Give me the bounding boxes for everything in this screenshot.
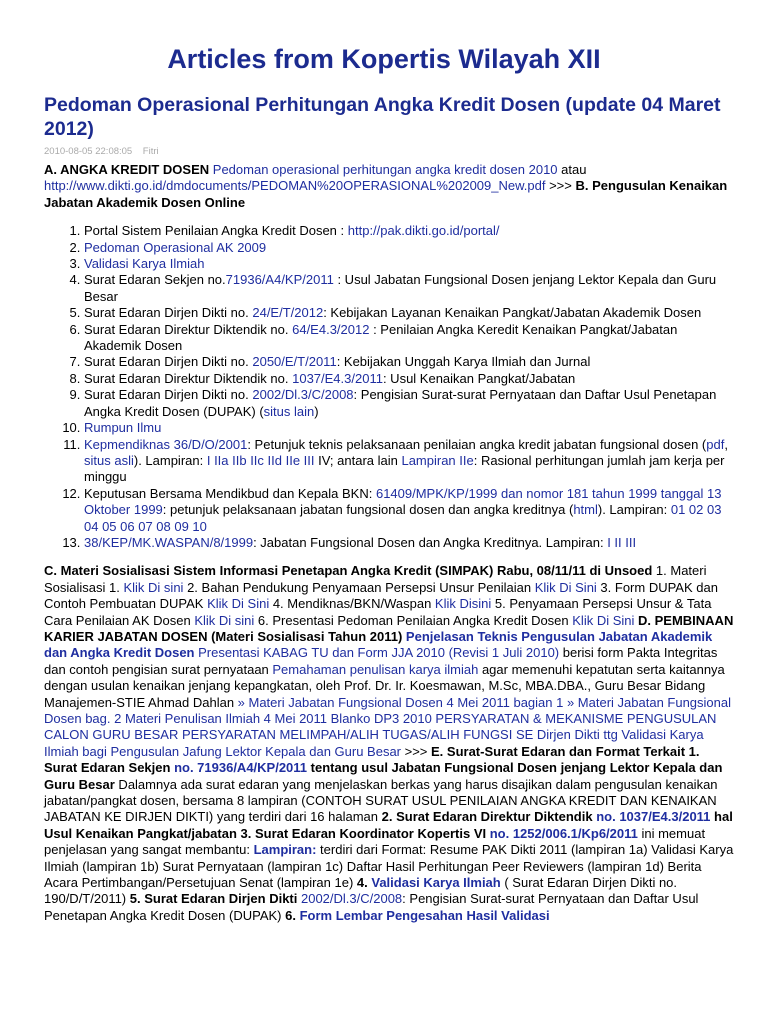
inline-text: : Pengisian Surat-surat Pernyataan dan Daftar Usul Penetapan Angka Kredit Dosen (DUPAK) ( <box>84 387 717 419</box>
inline-text: Surat Edaran Dirjen Dikti no. <box>84 387 253 403</box>
inline-link[interactable]: 38/KEP/MK.WASPAN/8/1999 <box>84 534 254 550</box>
inline-text: 1. Materi Sosialisasi 1. <box>44 563 707 595</box>
inline-text: ( Surat Edaran Dirjen Dikti no. 190/D/T/2011) <box>44 875 678 907</box>
list-item <box>84 354 736 370</box>
inline-text: Surat Edaran Dirjen Dikti no. <box>84 305 253 321</box>
list-item <box>84 223 736 239</box>
inline-text: : Penilaian Angka Keredit Kenaikan Pangkat/Jabatan Akademik Dosen <box>84 321 678 354</box>
document-list <box>44 223 736 551</box>
list-item <box>84 387 736 420</box>
inline-link[interactable]: » Materi Jabatan Fungsional Dosen 4 Mei 2011 bagian 1 » Materi Jabatan Fungsional Dosen bag. 2 Materi Penulisan Ilmiah 4 Mei 2011 Blanko DP3 2010 PERSYARATAN & MEKANISME PENGUSULAN CALON GURU BESAR PERSYARATAN MELIMPAH/ALIH TUGAS/ALIH FUNGSI SE Dirjen Dikti ttg Validasi Karya Ilmiah bagi Pengusulan Jafung Lektor Kepala dan Guru Besar <box>44 694 732 759</box>
inline-link[interactable]: 71936/A4/KP/2011 <box>225 272 334 288</box>
list-item <box>84 535 736 551</box>
inline-link[interactable]: 61409/MPK/KP/1999 dan nomor 181 tahun 1999 tanggal 13 Oktober 1999 <box>84 485 722 518</box>
inline-link[interactable]: 2002/Dl.3/C/2008 <box>300 891 403 907</box>
inline-link[interactable]: 2002/Dl.3/C/2008 <box>252 387 354 403</box>
inline-text: E. Surat-Surat Edaran dan Format Terkait 1. Surat Edaran Sekjen <box>44 743 700 776</box>
inline-text: 2. Bahan Pendukung Penyamaan Persepsi Unsur Penilaian <box>183 579 535 595</box>
inline-link[interactable]: situs lain <box>263 403 315 419</box>
inline-link[interactable]: I IIa IIb IIc IId IIe III <box>206 452 315 468</box>
inline-link[interactable]: Form Lembar Pengesahan Hasil Validasi <box>299 907 550 923</box>
inline-link[interactable]: 64/E4.3/2012 <box>292 321 370 337</box>
inline-link[interactable]: Lampiran IIe <box>401 452 474 468</box>
site-title: Articles from Kopertis Wilayah XII <box>167 44 601 74</box>
list-item <box>84 240 736 256</box>
inline-text: terdiri dari Format: Resume PAK Dikti 2011 (lampiran 1a) Validasi Karya Ilmiah (lampiran 1b) Surat Pernyataan (lampiran 1c) Daftar Hasil Perhitungan Peer Reviewers (lampiran 1d) Berita Acara Pertimbangan/Persetujuan Senat (lampiran 1e) <box>44 842 734 891</box>
inline-text: : Kebijakan Layanan Kenaikan Pangkat/Jabatan Akademik Dosen <box>323 305 702 321</box>
section-c-paragraph <box>44 563 736 924</box>
atau-text: atau <box>561 162 587 177</box>
inline-text: agar memenuhi kepatutan serta kaitannya dengan usulan kenaikan jenjang kepangkatan, oleh Prof. Dr. Ir. Koesmawan, M.Sc, MBA.DBA., Guru Besar Bidang Manajemen-STIE Ahmad Dahlan <box>44 661 725 710</box>
inline-link[interactable]: Penjelasan Teknis Pengusulan Jabatan Akademik dan Angka Kredit Dosen <box>44 628 713 661</box>
intro-paragraph <box>44 162 736 211</box>
inline-text: Surat Edaran Direktur Diktendik no. <box>84 321 293 337</box>
inline-text: 4. Mendiknas/BKN/Waspan <box>269 596 435 612</box>
inline-text: Surat Edaran Sekjen no. <box>84 272 226 288</box>
pedoman-url-link[interactable]: http://www.dikti.go.id/dmdocuments/PEDOMAN%20OPERASIONAL%202009_New.pdf <box>44 178 546 194</box>
inline-text: Surat Edaran Direktur Diktendik no. <box>84 370 293 386</box>
list-item <box>84 322 736 355</box>
pedoman-link[interactable]: Pedoman operasional perhitungan angka kredit dosen 2010 <box>212 162 558 177</box>
inline-text: , <box>724 436 728 452</box>
inline-link[interactable]: Pedoman Operasional AK 2009 <box>84 239 267 255</box>
inline-text: : Pengisian Surat-surat Pernyataan dan Daftar Usul Penetapan Angka Kredit Dosen (DUPAK) <box>44 891 699 923</box>
list-item <box>84 371 736 387</box>
inline-text: ). Lampiran: <box>597 502 671 518</box>
inline-link[interactable]: Klik Di Sini <box>207 596 270 612</box>
inline-link[interactable]: pdf <box>706 436 725 452</box>
inline-text: IV; antara lain <box>314 452 402 468</box>
inline-link[interactable]: Validasi Karya Ilmiah <box>84 256 205 272</box>
inline-text: Keputusan Bersama Mendikbud dan Kepala BKN: <box>84 485 376 501</box>
inline-text: 5. Surat Edaran Dirjen Dikti <box>129 891 301 907</box>
section-a-label: A. ANGKA KREDIT DOSEN <box>44 162 210 177</box>
inline-link[interactable]: 24/E/T/2012 <box>252 305 324 321</box>
list-item <box>84 486 736 535</box>
inline-link[interactable]: Presentasi KABAG TU dan Form JJA 2010 (Revisi 1 Juli 2010) <box>198 645 560 661</box>
inline-text: >>> <box>401 743 432 759</box>
inline-link[interactable]: no. 1252/006.1/Kp6/2011 <box>489 825 638 841</box>
article-title[interactable]: Pedoman Operasional Perhitungan Angka Kredit Dosen (update 04 Maret 2012) <box>44 94 721 140</box>
inline-text: : petunjuk pelaksanaan jabatan fungsional dosen dan angka kreditnya ( <box>162 502 574 518</box>
section-b-label: B. Pengusulan Kenaikan Jabatan Akademik Dosen Online <box>44 178 728 210</box>
article-body <box>44 162 736 936</box>
inline-link[interactable]: 1037/E4.3/2011 <box>292 370 383 386</box>
inline-link[interactable]: Kepmendiknas 36/D/O/2001 <box>84 436 248 452</box>
inline-text: ini memuat penjelasan yang sangat membantu: <box>44 825 706 858</box>
inline-text: Dalamnya ada surat edaran yang menjelaskan berkas yang harus disajikan dalam pengusulan kenaikan jabatan/pangkat dosen, bersama 8 lampiran (CONTOH SURAT USUL PENILAIAN ANGKA KREDIT DAN KENAIKAN JABATAN KE DIRJEN DIKTI) yang terdiri dari 16 halaman <box>44 776 718 825</box>
inline-link[interactable]: Lampiran: <box>253 842 317 858</box>
inline-text: 5. Penyamaan Persepsi Unsur & Tata Cara Penilaian AK Dosen <box>44 596 712 628</box>
inline-text: 3. Form DUPAK dan Contoh Pembuatan DUPAK <box>44 579 718 612</box>
inline-text: : Petunjuk teknis pelaksanaan penilaian angka kredit jabatan fungsional dosen ( <box>247 436 707 452</box>
inline-link[interactable]: Klik Di Sini <box>534 579 597 595</box>
inline-text: tentang usul Jabatan Fungsional Dosen jenjang Lektor Kepala dan Guru Besar <box>44 760 723 792</box>
list-item <box>84 305 736 321</box>
inline-text: 6. Presentasi Pedoman Penilaian Angka Kredit Dosen <box>254 612 573 628</box>
inline-text: 6. <box>285 907 300 923</box>
inline-text: 2. Surat Edaran Direktur Diktendik <box>381 809 597 825</box>
inline-link[interactable]: no. 71936/A4/KP/2011 <box>174 760 308 776</box>
inline-text: hal Usul Kenaikan Pangkat/jabatan 3. Surat Edaran Koordinator Kopertis VI <box>44 809 733 841</box>
inline-link[interactable]: situs asli <box>84 452 134 468</box>
inline-text: : Usul Kenaikan Pangkat/Jabatan <box>382 370 576 386</box>
inline-text: : Usul Jabatan Fungsional Dosen jenjang Lektor Kepala dan Guru Besar <box>84 272 717 304</box>
article-author: Fitri <box>142 146 159 157</box>
arrows-text: >>> <box>549 178 572 194</box>
inline-text: Portal Sistem Penilaian Angka Kredit Dosen : <box>84 223 348 239</box>
inline-link[interactable]: no. 1037/E4.3/2011 <box>596 809 711 825</box>
inline-link[interactable]: I II III <box>607 534 637 550</box>
inline-link[interactable]: Klik Disini <box>434 596 492 612</box>
inline-text: : Kebijakan Unggah Karya Ilmiah dan Jurnal <box>336 354 591 370</box>
inline-link[interactable]: Validasi Karya Ilmiah <box>371 875 501 891</box>
inline-link[interactable]: http://pak.dikti.go.id/portal/ <box>347 223 500 239</box>
article-date: 2010-08-05 22:08:05 <box>44 146 133 157</box>
inline-link[interactable]: 2050/E/T/2011 <box>252 354 337 370</box>
list-item <box>84 437 736 486</box>
inline-link[interactable]: 01 02 03 04 05 06 07 08 09 10 <box>84 502 722 534</box>
inline-text: ). Lampiran: <box>133 452 207 468</box>
inline-text: : Rasional perhitungan jumlah jam kerja per minggu <box>84 452 725 485</box>
inline-link[interactable]: Klik Di Sini <box>572 612 635 628</box>
inline-text: 4. <box>356 875 372 891</box>
article-meta <box>44 146 159 157</box>
inline-text: berisi form Pakta Integritas dan contoh pengisian surat pernyataan <box>44 645 718 677</box>
list-item <box>84 420 736 436</box>
inline-text: Surat Edaran Dirjen Dikti no. <box>84 354 253 370</box>
inline-text: ) <box>314 403 319 419</box>
inline-text: C. Materi Sosialisasi Sistem Informasi Penetapan Angka Kredit (SIMPAK) Rabu, 08/11/11 di Unsoed <box>44 563 653 579</box>
inline-text: D. PEMBINAAN KARIER JABATAN DOSEN (Materi Sosialisasi Tahun 2011) <box>44 612 734 644</box>
inline-link[interactable]: Rumpun Ilmu <box>84 420 162 436</box>
inline-text: : Jabatan Fungsional Dosen dan Angka Kreditnya. Lampiran: <box>253 534 608 550</box>
inline-link[interactable]: Pemahaman penulisan karya ilmiah <box>272 661 479 677</box>
list-item <box>84 272 736 305</box>
inline-link[interactable]: Klik Di sini <box>194 612 255 628</box>
list-item <box>84 256 736 272</box>
inline-link[interactable]: html <box>573 502 598 518</box>
inline-link[interactable]: Klik Di sini <box>123 579 184 595</box>
